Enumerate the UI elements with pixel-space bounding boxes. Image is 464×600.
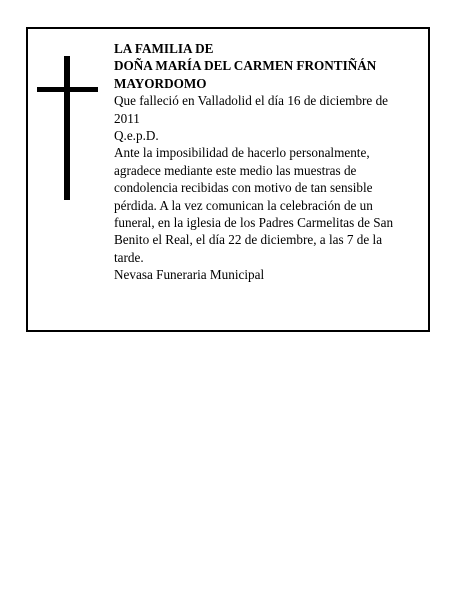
rip-abbreviation: Q.e.p.D. — [114, 128, 159, 144]
funeral-home-signature: Nevasa Funeraria Municipal — [114, 267, 265, 283]
gratitude-message: Ante la imposibilidad de hacerlo personalmente, agradece mediante este medio las muestras de condolencia recibidas con motivo de tan sensible pérdida. A la vez comunican la celebración de un funeral, en la iglesia de los Padres Carmelitas de San Benito el Real, el día 22 de diciembre, a las 7 de la tarde. — [114, 145, 394, 265]
heading-name-line: DOÑA MARÍA DEL CARMEN FRONTIÑÁN — [114, 58, 377, 74]
obituary-notice — [26, 27, 430, 332]
heading-surname-line: MAYORDOMO — [114, 75, 207, 91]
cross-horizontal-bar — [37, 87, 98, 92]
death-announcement: Que falleció en Valladolid el día 16 de diciembre de 2011 — [114, 93, 389, 126]
cross-icon — [37, 56, 98, 200]
heading-family-line: LA FAMILIA DE — [114, 41, 214, 56]
notice-text — [114, 40, 414, 284]
cross-vertical-bar — [64, 56, 70, 200]
